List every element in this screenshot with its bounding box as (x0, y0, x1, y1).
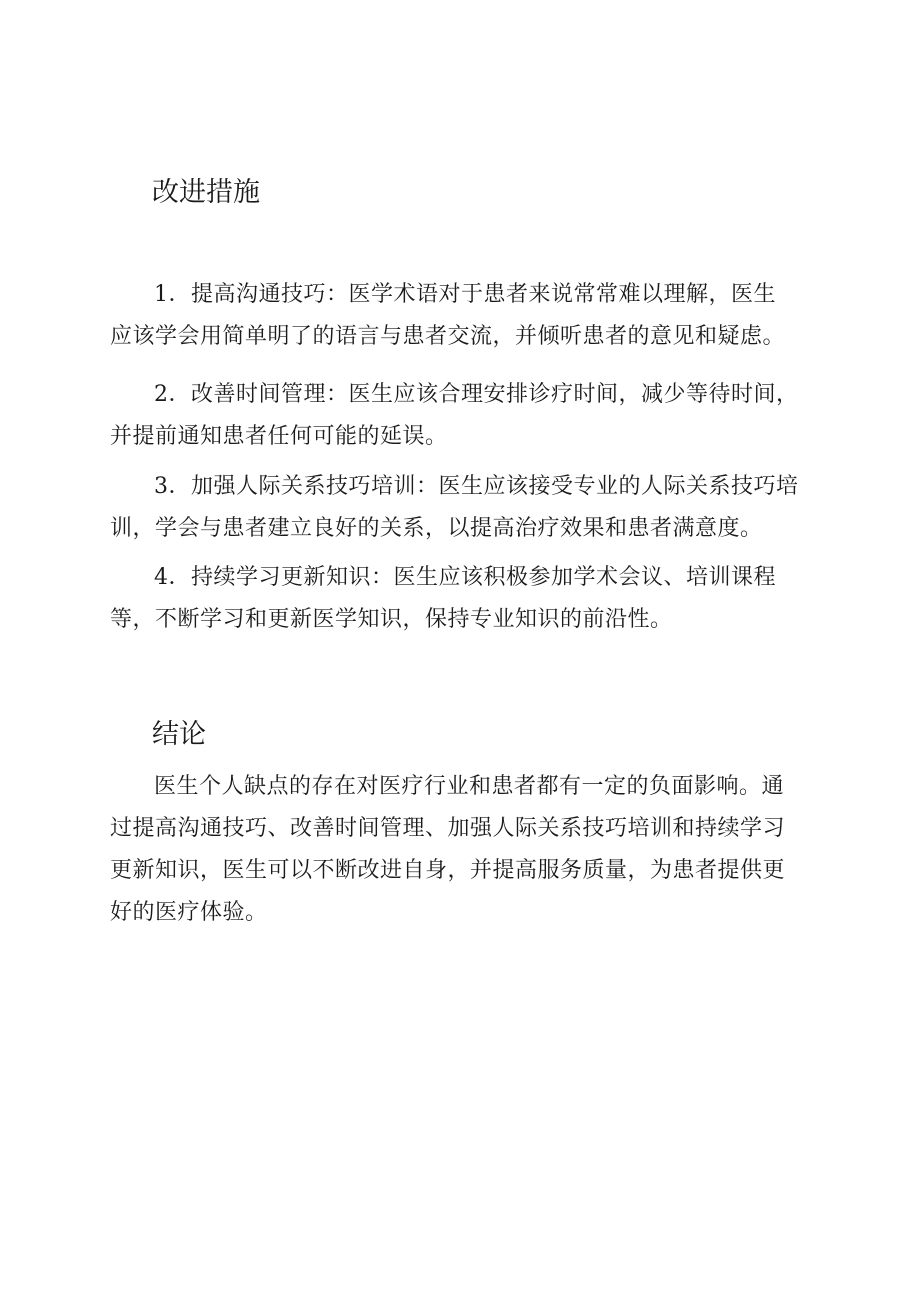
measure-item-1-line1: 1．提高沟通技巧：医学术语对于患者来说常常难以理解，医生 (154, 282, 776, 307)
measure-item-4-line1: 4．持续学习更新知识：医生应该积极参加学术会议、培训课程 (154, 565, 776, 590)
conclusion-line-1: 医生个人缺点的存在对医疗行业和患者都有一定的负面影响。通 (154, 774, 785, 799)
conclusion-line-3: 更新知识，医生可以不断改进自身，并提高服务质量，为患者提供更 (110, 858, 786, 883)
measure-item-3-line1: 3．加强人际关系技巧培训：医生应该接受专业的人际关系技巧培 (154, 474, 799, 499)
measure-item-2-line2: 并提前通知患者任何可能的延误。 (110, 424, 448, 449)
measure-item-1 (110, 274, 810, 358)
measure-item-4 (110, 557, 810, 641)
measure-item-3 (110, 466, 810, 550)
measure-item-4-line2: 等，不断学习和更新医学知识，保持专业知识的前沿性。 (110, 607, 673, 632)
measure-item-1-line2: 应该学会用简单明了的语言与患者交流，并倾听患者的意见和疑虑。 (110, 324, 786, 349)
measure-item-3-line2: 训，学会与患者建立良好的关系，以提高治疗效果和患者满意度。 (110, 516, 763, 541)
conclusion-heading: 结论 (152, 719, 206, 750)
measure-item-2-line1: 2．改善时间管理：医生应该合理安排诊疗时间，减少等待时间， (154, 382, 799, 407)
measure-item-2 (110, 374, 810, 458)
conclusion-line-2: 过提高沟通技巧、改善时间管理、加强人际关系技巧培训和持续学习 (110, 816, 786, 841)
conclusion-line-4: 好的医疗体验。 (110, 900, 268, 925)
conclusion-paragraph (110, 766, 810, 934)
measures-heading: 改进措施 (152, 177, 260, 208)
